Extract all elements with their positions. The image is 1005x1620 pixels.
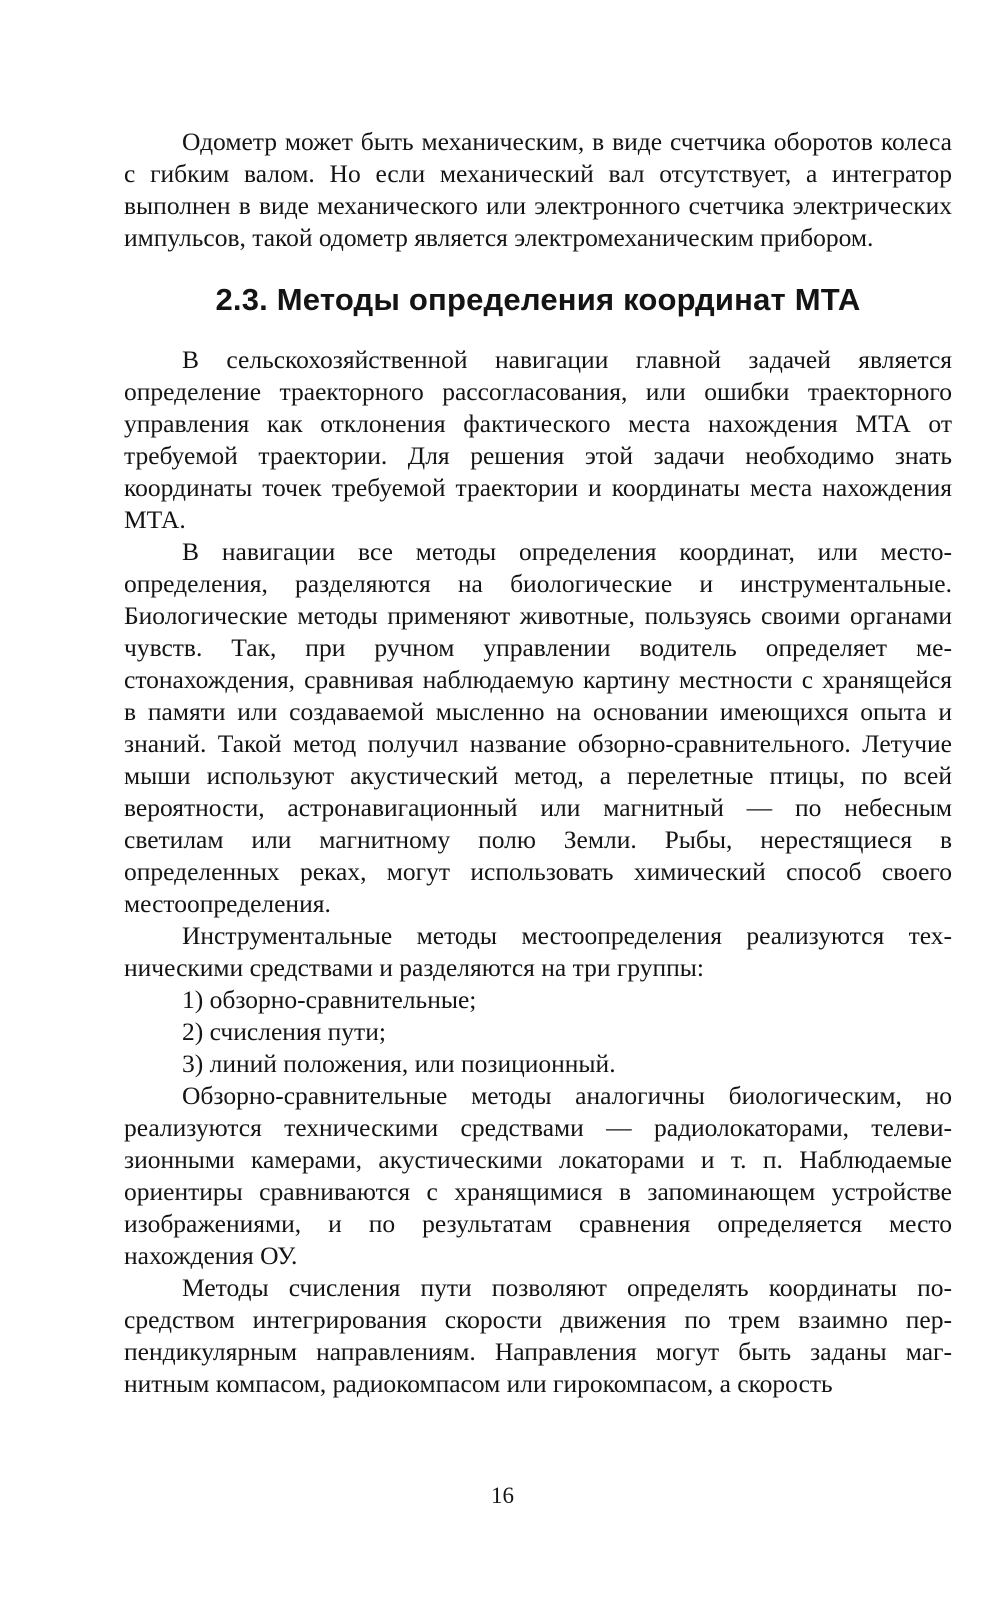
page-number: 16 (491, 1483, 514, 1508)
section-paragraph: В навигации все методы определения координат, или местоопределения, разделяются на биологические и инструментальные. Биологические методы применяют животные, пользуясь своими органами чувств. Так, при ручном управлении водитель определяет местонахождения, сравнивая наблюдаемую картину местности с хранящейся в памяти или создаваемой мысленно на основании имеющихся опыта и знаний. Такой метод получил название обзорно-сравнительного. Летучие мыши используют акустический метод, а перелетные птицы, по всей вероятности, астронавигационный или магнитный — по небесным светилам или магнитному полю Земли. Рыбы, нерестящиеся в определенных реках, могут использовать химический способ своего местоопределения. (124, 537, 952, 918)
section-paragraph: Инструментальные методы местоопределения реализуются техническими средствами и разделяются на три группы: (124, 921, 952, 982)
section-paragraph: Обзорно-сравнительные методы аналогичны биологическим, но реализуются техническими средствами — радиолокаторами, телевизионными камерами, акустическими локаторами и т. п. Наблюдаемые ориентиры сравниваются с хранящимися в запоминающем устройстве изображениями, и по результатам сравнения определяется место нахождения ОУ. (124, 1081, 952, 1270)
list-item: 3) линий положения, или позиционный. (182, 1049, 616, 1078)
section-paragraph: Методы счисления пути позволяют определять координаты посредством интегрирования скорости движения по трем взаимно перпендикулярным направлениям. Направления могут быть заданы магнитным компасом, радиокомпасом или гирокомпасом, а скорость (124, 1273, 952, 1398)
list-item: 2) счисления пути; (182, 1017, 386, 1046)
method-groups-list (124, 984, 952, 1080)
section-paragraph: В сельскохозяйственной навигации главной задачей является определение траекторного рассогласования, или ошибки траекторного управления как отклонения фактического места нахождения МТА от требуемой траектории. Для решения этой задачи необходимо знать координаты точек требуемой траектории и координаты места нахождения МТА. (124, 345, 952, 534)
page-body (124, 126, 952, 1400)
intro-paragraph: Одометр может быть механическим, в виде счетчика оборотов колеса с гибким валом. Но если механический вал отсутствует, а интегратор выполнен в виде механического или электронного счетчика электрических импульсов, такой одометр является электромеханическим прибором. (124, 127, 952, 252)
section-heading: 2.3. Методы определения координат МТА (215, 282, 861, 317)
list-item: 1) обзорно-сравнительные; (182, 985, 477, 1014)
